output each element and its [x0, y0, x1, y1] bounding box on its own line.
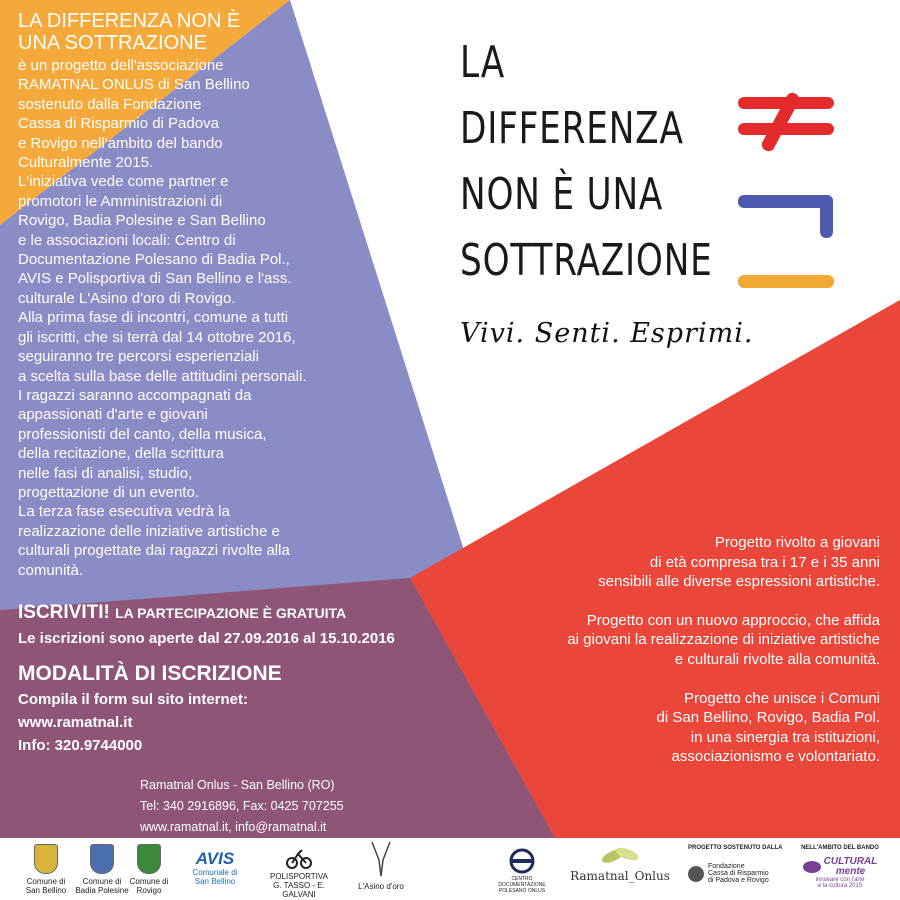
rovigo-logo: Comune di Rovigo — [128, 844, 170, 895]
title-line-2: DIFFERENZA — [460, 103, 684, 154]
not-equal-symbol — [736, 70, 836, 170]
dash-symbol — [738, 272, 838, 292]
registration-dates: Le iscrizioni sono aperte dal 27.09.2016 al 15.10.2016 — [18, 630, 395, 647]
leaves-icon — [597, 842, 643, 868]
culturalmente-emblem-icon — [803, 861, 821, 873]
badia-logo: Comune di Badia Polesine — [74, 844, 130, 895]
title-line-3: NON È UNA — [460, 169, 664, 220]
project-paragraph: Progetto che unisce i Comuni di San Bellino, Rovigo, Badia Pol. in una sinergia tra istituzioni, associazionismo e volontariato. — [656, 689, 880, 766]
registration-method-title: MODALITÀ DI ISCRIZIONE — [18, 662, 282, 685]
tagline: Vivi. Senti. Esprimi. — [460, 318, 754, 349]
asino-doro-logo: L'Asino d'oro — [352, 840, 410, 891]
registration-cta-sub: LA PARTECIPAZIONE È GRATUITA — [115, 605, 347, 621]
fondazione-logo: PROGETTO SOSTENUTO DALLA Fondazione Cassa di Risparmio di Padova e Rovigo — [688, 845, 783, 884]
contact-info: Ramatnal Onlus - San Bellino (RO) Tel: 340 2916896, Fax: 0425 707255 www.ramatnal.it, info@ramatnal.it — [140, 778, 344, 834]
main-title — [460, 30, 713, 294]
donkey-icon — [368, 840, 394, 880]
fondazione-emblem-icon — [688, 866, 704, 882]
registration-cta — [18, 602, 346, 624]
crest-icon — [137, 844, 161, 874]
not-sign-symbol — [738, 192, 838, 242]
avis-logo: AVIS Comunale di San Bellino — [192, 849, 238, 886]
polisportiva-logo: POLISPORTIVA G. TASSO - E. GALVANI — [262, 846, 336, 899]
san-bellino-logo: Comune di San Bellino — [20, 844, 72, 895]
intro-heading: LA DIFFERENZA NON È UNA SOTTRAZIONE — [18, 10, 241, 54]
project-paragraph: Progetto con un nuovo approccio, che affida ai giovani la realizzazione di iniziative artistiche e culturali rivolte alla comunità. — [567, 611, 880, 668]
registration-method-text: Compila il form sul sito internet: — [18, 691, 249, 708]
centro-emblem-icon — [503, 848, 541, 874]
intro-body: è un progetto dell'associazione RAMATNAL ONLUS di San Bellino sostenuto dalla Fondazione Cassa di Risparmio di Padova e Rovigo nell'ambito del bando Culturalmente 2015. L'iniziativa vede come partner e promotori le Amministrazioni di Rovigo, Badia Polesine e San Bellino e le associazioni locali: Centro di Documentazione Polesano di Badia Pol., AVIS e Polisportiva di San Bellino e l'ass. culturale L'Asino d'oro di Rovigo. Alla prima fase di incontri, comune a tutti gli iscritti, che si terrà dal 14 ottobre 2016, seguiranno tre percorsi esperienziali a scelta sulla base delle attitudini personali. I ragazzi saranno accompagnati da appassionati d'arte e giovani professionisti del canto, della musica, della recitazione, della scrittura nelle fasi di analisi, studio, progettazione di un evento. La terza fase esecutiva vedrà la realizzazione delle iniziative artistiche e culturali progettate dai ragazzi rivolte alla comunità. — [18, 57, 307, 579]
crest-icon — [90, 844, 114, 874]
ramatnal-logo: Ramatnal_Onlus — [570, 842, 670, 883]
title-line-1: LA — [460, 37, 505, 88]
cyclist-icon — [286, 846, 312, 870]
footer-logos — [0, 838, 900, 900]
registration-cta-title: ISCRIVITI! — [18, 602, 110, 623]
centro-documentazione-logo: CENTRO DOCUMENTAZIONE POLESANO ONLUS — [492, 848, 552, 894]
title-line-4: SOTTRAZIONE — [460, 235, 713, 286]
project-description — [500, 533, 880, 786]
project-paragraph: Progetto rivolto a giovani di età compresa tra i 17 e i 35 anni sensibili alle diverse espressioni artistiche. — [598, 534, 880, 591]
crest-icon — [34, 844, 58, 874]
info-phone: Info: 320.9744000 — [18, 737, 143, 754]
culturalmente-logo: NELL'AMBITO DEL BANDO CULTURAL mente innovare con l'arte e la cultura 2015 — [801, 845, 879, 889]
website-link[interactable]: www.ramatnal.it — [18, 714, 133, 731]
